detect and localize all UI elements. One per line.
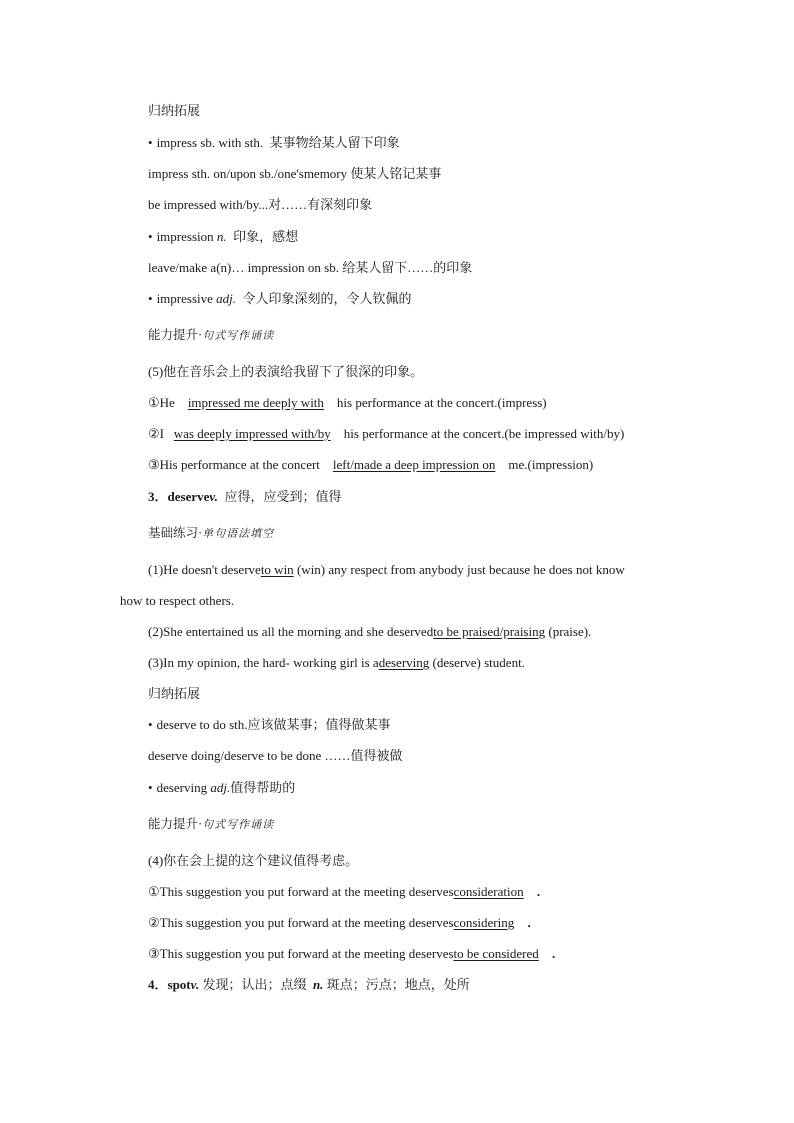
phrase-line: be impressed with/by...对……有深刻印象: [148, 197, 373, 212]
sentence-end: (praise).: [548, 624, 592, 639]
heading-label: 基础练习·: [148, 526, 203, 540]
definition: 应得，应受到；值得: [224, 489, 342, 504]
answer-blank: to be considered: [453, 946, 539, 961]
definition: 印象，感想: [233, 229, 299, 244]
definition: 令人印象深刻的，令人钦佩的: [242, 291, 412, 306]
definition: 值得帮助的: [230, 780, 296, 795]
definition: 斑点；污点；地点，处所: [326, 977, 470, 992]
sentence-start: (1)He doesn't deserve: [148, 562, 261, 577]
sentence-start: ②I: [148, 426, 164, 441]
exercise-sentence: [148, 655, 525, 671]
sentence-end: (deserve) student.: [432, 655, 525, 670]
answer-blank: impressed me deeply with: [187, 395, 324, 410]
answer-blank: left/made a deep impression on: [332, 457, 496, 472]
bullet-line-deserving: [148, 780, 295, 796]
part-of-speech: adj.: [216, 291, 237, 306]
section-heading-ability: [148, 327, 274, 344]
bullet-line-impressive: [148, 291, 412, 307]
term-deserving: deserving: [156, 780, 208, 795]
entry-number: 3．: [148, 489, 168, 504]
definition: 发现；认出；点缀: [202, 977, 307, 992]
heading-label: 能力提升·: [148, 817, 203, 831]
answer-blank: consideration: [453, 884, 524, 899]
sentence-start: ③This suggestion you put forward at the meeting deserves: [148, 946, 454, 961]
bullet-line-deserve: [148, 717, 391, 733]
sentence-start: ①This suggestion you put forward at the meeting deserves: [148, 884, 454, 899]
phrase-line: deserve doing/deserve to be done ……值得被做: [148, 748, 403, 763]
answer-blank: to win: [260, 562, 294, 577]
exercise-sentence: [148, 426, 624, 442]
term-impress: impress sb. with sth.: [156, 135, 264, 150]
heading-subtitle: 单句语法填空: [202, 528, 275, 540]
answer-blank: to be praised/praising: [433, 624, 546, 639]
exercise-prompt: (5)他在音乐会上的表演给我留下了很深的印象。: [148, 364, 424, 379]
sentence-start: (3)In my opinion, the hard- working girl is a: [148, 655, 379, 670]
sentence-end: (win) any respect from anybody just because he does not know: [296, 562, 625, 577]
exercise-sentence: [148, 884, 540, 900]
phrase-line: leave/make a(n)… impression on sb. 给某人留下……的印象: [148, 260, 473, 275]
bullet-icon: •: [148, 291, 153, 306]
heading-subtitle: 句式写作诵读: [202, 819, 275, 831]
sentence-end: me.(impression): [508, 457, 594, 472]
part-of-speech: n.: [216, 229, 227, 244]
sentence-end: his performance at the concert.(be impressed with/by): [343, 426, 625, 441]
exercise-sentence: [148, 457, 593, 473]
vocab-entry-deserve: [148, 489, 341, 505]
section-heading-ability: [148, 816, 274, 833]
exercise-sentence: [148, 624, 591, 640]
entry-word: deserve: [167, 489, 210, 504]
term-impression: impression: [156, 229, 214, 244]
exercise-sentence: [148, 562, 625, 578]
period: .: [552, 946, 556, 961]
answer-blank: deserving: [378, 655, 430, 670]
part-of-speech: v.: [190, 977, 200, 992]
phrase: deserve to do sth.应该做某事；值得做某事: [156, 717, 391, 732]
section-heading-basic: [148, 525, 274, 542]
heading-label: 能力提升·: [148, 328, 203, 342]
entry-number: 4．: [148, 977, 168, 992]
bullet-icon: •: [148, 717, 153, 732]
bullet-line-impress: [148, 135, 400, 151]
period: .: [536, 884, 541, 899]
bullet-icon: •: [148, 135, 153, 150]
phrase-line: impress sth. on/upon sb./one'smemory 使某人铭记某事: [148, 166, 442, 181]
exercise-sentence: [148, 946, 555, 962]
sentence-start: ③His performance at the concert: [148, 457, 320, 472]
sentence-start: ②This suggestion you put forward at the meeting deserves: [148, 915, 454, 930]
sentence-end: his performance at the concert.(impress): [336, 395, 547, 410]
part-of-speech: adj.: [210, 780, 231, 795]
exercise-continuation: how to respect others.: [120, 593, 235, 608]
section-heading-summary: 归纳拓展: [148, 103, 201, 118]
exercise-sentence: [148, 395, 547, 411]
bullet-line-impression: [148, 229, 298, 245]
entry-word: spot: [167, 977, 191, 992]
sentence-start: ①He: [148, 395, 175, 410]
definition: 某事物给某人留下印象: [269, 135, 400, 150]
section-heading-summary: 归纳拓展: [148, 686, 201, 701]
term-impressive: impressive: [156, 291, 213, 306]
bullet-icon: •: [148, 229, 153, 244]
part-of-speech: v.: [209, 489, 218, 504]
heading-subtitle: 句式写作诵读: [202, 330, 275, 342]
exercise-prompt: (4)你在会上提的这个建议值得考虑。: [148, 853, 359, 868]
answer-blank: considering: [453, 915, 515, 930]
sentence-start: (2)She entertained us all the morning and she deserved: [148, 624, 434, 639]
period: .: [527, 915, 531, 930]
vocab-entry-spot: [148, 977, 470, 993]
answer-blank: was deeply impressed with/by: [173, 426, 331, 441]
bullet-icon: •: [148, 780, 153, 795]
exercise-sentence: [148, 915, 531, 931]
part-of-speech: n.: [312, 977, 324, 992]
